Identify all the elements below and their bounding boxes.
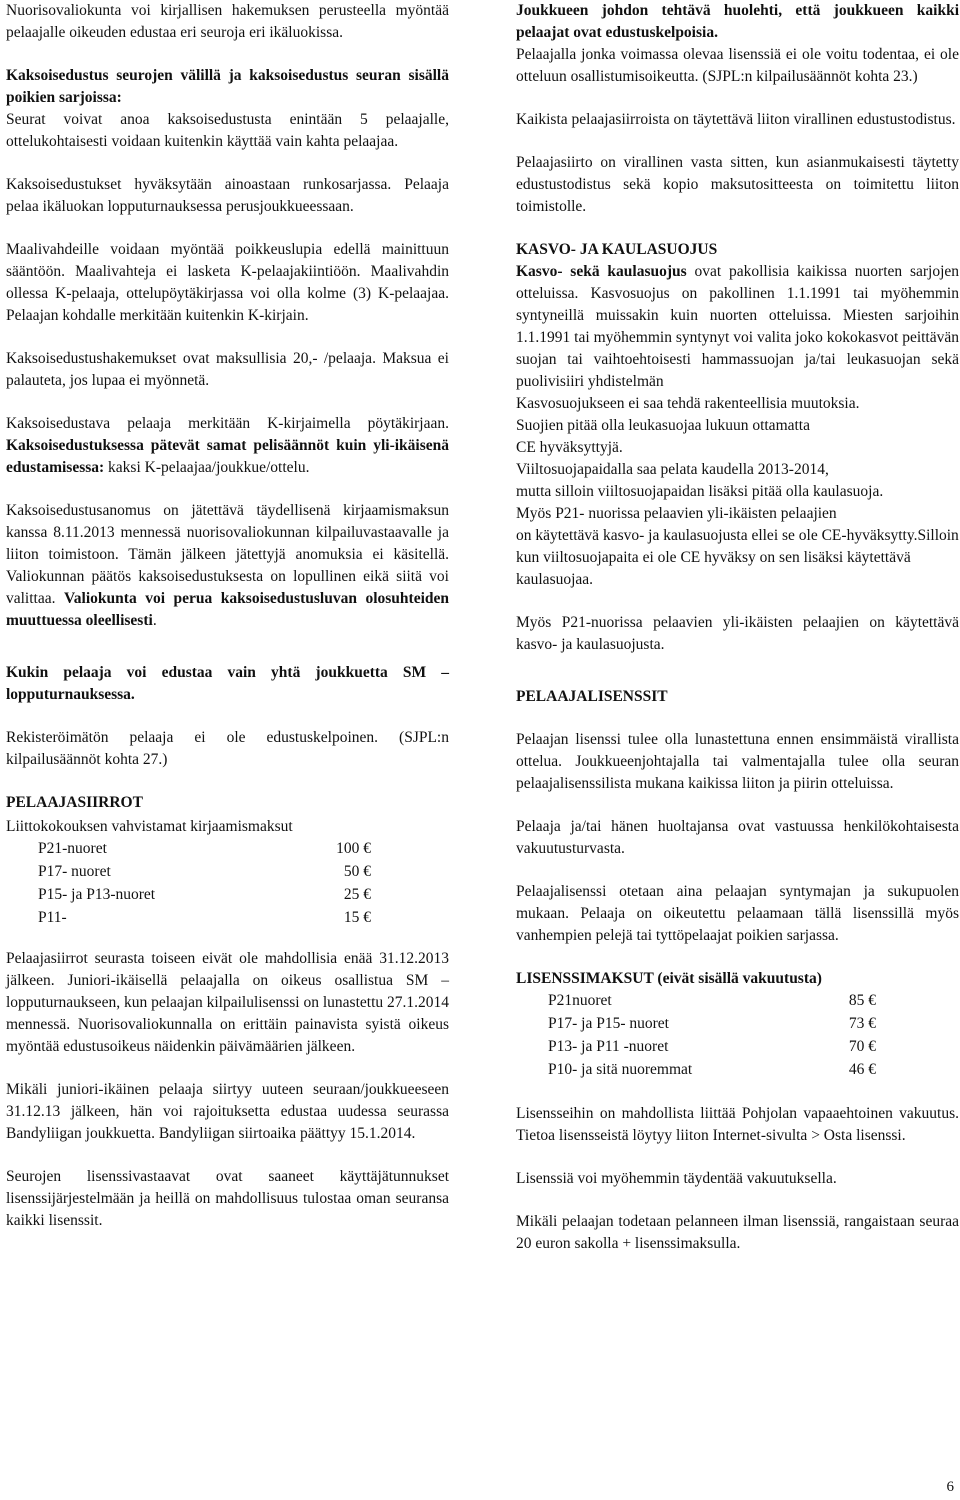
paragraph-team-leadership: Joukkueen johdon tehtävä huolehti, että joukkueen kaikki pelaajat ovat edustuskelpoisia. — [516, 2, 959, 41]
fee-row — [516, 1059, 959, 1082]
revoke-period: . — [152, 612, 157, 629]
paragraph-transfer-official: Pelaajasiirto on virallinen vasta sitten, kun asianmukaisesti täytetty edustustodistus sekä kopio maksutositteesta on toimitettu liiton toimistolle. — [516, 154, 959, 215]
paragraph-license-required: Pelaajan lisenssi tulee olla lunastettuna ennen ensimmäistä virallista ottelua. Joukkueenjohtajalla tai valmentajalla tulee olla seuran pelaajalisenssilista mukana kaikissa liiton ja piirin otteluissa. — [516, 731, 959, 792]
paragraph-goalkeepers: Maalivahdeille voidaan myöntää poikkeuslupia edellä mainittuun sääntöön. Maalivahteja ei lasketa K-pelaajakiintiöön. Maalivahdin ollessa K-pelaaja, ottelupöytäkirjassa voi olla kolme (3) K-pelaajaa. Pelaajan kohdalle merkitään kuitenkin K-kirjain. — [6, 241, 449, 324]
paragraph-license-verification: Pelaajalla jonka voimassa olevaa lisenssiä ei ole voitu todentaa, ei ole otteluun osallistumisoikeutta. (SJPL:n kilpailusäännöt kohta 23.) — [516, 46, 959, 85]
paragraph-insurance-supplement: Lisenssiä voi myöhemmin täydentää vakuutuksella. — [516, 1170, 837, 1187]
face-guard-line: Suojien pitää olla leukasuojaa lukuun ottamatta — [516, 417, 810, 434]
section-license-fees — [516, 968, 959, 1082]
paragraph-transfer-deadline: Pelaajasiirrot seurasta toiseen eivät ole mahdollisia enää 31.12.2013 jälkeen. Juniori-ikäisellä pelaajalla on oikeus osallistua SM –lopputurnaukseen, kun pelaajan kilpailulisenssi on lunastettu 27.1.2014 mennessä. Nuorisovaliokunnalla on erittäin painavista syistä oikeus myöntää edustusoikeus näidenkin päivämäärien jälkeen. — [6, 950, 449, 1055]
paragraph-transfer-certificate: Kaikista pelaajasiirroista on täytettävä liiton virallinen edustustodistus. — [516, 111, 956, 128]
fee-label: P17- ja P15- nuoret — [548, 1015, 669, 1032]
paragraph-junior-transfer: Mikäli juniori-ikäinen pelaaja siirtyy uuteen seuraan/joukkueeseen 31.12.13 jälkeen, hän voi rajoituksetta edustaa uudessa seurassa Bandyliigan joukkuetta. Bandyliigan siirtoaika päättyy 15.1.2014. — [6, 1081, 449, 1142]
fee-row — [516, 1036, 959, 1059]
fee-row — [6, 884, 449, 907]
fee-row — [6, 861, 449, 884]
paragraph-one-team: Kukin pelaaja voi edustaa vain yhtä joukkuetta SM – lopputurnauksessa. — [6, 664, 449, 703]
revoke-text: Valiokunta voi perua kaksoisedustusluvan olosuhteiden muuttuessa oleellisesti — [6, 590, 450, 629]
face-guard-line: Viiltosuojapaidalla saa pelata kaudella 2013-2014, — [516, 461, 829, 478]
fee-value: 70 € — [848, 1038, 876, 1055]
face-guard-line: Kasvosuojukseen ei saa tehdä rakenteellisia muutoksia. — [516, 395, 860, 412]
face-guard-line: ovat pakollisia kaikissa nuorten sarjojen otteluissa. Kasvosuojus on pakollinen 1.1.1991 tai myöhemmin syntyneillä muissakin kuin nuorten otteluissa. Miesten sarjoihin 1.1.1991 tai myöhemmin syntynyt voi valita joko kokokasvot peittävän suojan tai vaihtoehtoisesti hammassuojan ja/tai leukasuojan sekä puolivisiiri yhdistelmän — [516, 263, 960, 390]
fee-value: 100 € — [336, 840, 371, 857]
paragraph-license-age: Pelaajalisenssi otetaan aina pelaajan syntymajan ja sukupuolen mukaan. Pelaaja on oikeutettu pelaamaan tällä lisenssillä myös vanhempien pelejä tai tyttöpelaajat poikien sarjassa. — [516, 883, 959, 944]
k-letter-text: Kaksoisedustava pelaaja merkitään K-kirjaimella pöytäkirjaan. — [6, 415, 449, 432]
fee-row — [516, 1013, 959, 1036]
face-guard-text — [516, 261, 959, 393]
section-transfers — [6, 792, 449, 930]
paragraph-unregistered: Rekisteröimätön pelaaja ei ole edustuskelpoinen. (SJPL:n kilpailusäännöt kohta 27.) — [6, 729, 449, 768]
player-licenses-heading: PELAAJALISENSSIT — [516, 688, 668, 705]
paragraph-penalty: Mikäli pelaajan todetaan pelanneen ilman lisenssiä, rangaistaan seuraa 20 euron sakolla + lisenssimaksulla. — [516, 1213, 959, 1252]
fee-label: P15- ja P13-nuoret — [38, 886, 156, 903]
fee-label: P10- ja sitä nuoremmat — [548, 1061, 693, 1078]
fee-row — [6, 907, 449, 930]
right-column — [516, 0, 959, 1276]
k-letter-rule: Kaksoisedustuksessa pätevät samat pelisäännöt kuin yli-ikäisenä edustamisessa: — [6, 437, 449, 476]
fee-value: 46 € — [848, 1061, 876, 1078]
fee-label: P17- nuoret — [38, 863, 111, 880]
fee-value: 25 € — [343, 886, 371, 903]
fee-value: 50 € — [343, 863, 371, 880]
section-face-neck-guard — [516, 239, 959, 591]
fee-label: P21-nuoret — [38, 840, 107, 857]
fee-row — [516, 990, 959, 1013]
double-representation-text: Seurat voivat anoa kaksoisedustusta enintään 5 pelaajalle, ottelukohtaisesti voidaan kuitenkin käyttää vain kahta pelaajaa. — [6, 111, 449, 150]
fee-label: P11- — [38, 909, 67, 926]
face-guard-line: mutta silloin viiltosuojapaidan lisäksi pitää olla kaulasuoja. — [516, 483, 884, 500]
double-representation-heading: Kaksoisedustus seurojen välillä ja kaksoisedustus seuran sisällä poikien sarjoissa: — [6, 67, 449, 106]
paragraph-double-representation — [6, 65, 449, 153]
fee-row — [6, 838, 449, 861]
paragraph-age-class-permission: Nuorisovaliokunta voi kirjallisen hakemuksen perusteella myöntää pelaajalle oikeuden edustaa eri seuroja eri ikäluokissa. — [6, 2, 449, 41]
left-column — [6, 0, 449, 1253]
paragraph-insurance: Pelaaja ja/tai hänen huoltajansa ovat vastuussa henkilökohtaisesta vakuutusturvasta. — [516, 818, 959, 857]
paragraph-application-deadline — [6, 500, 449, 632]
paragraph-license-contacts: Seurojen lisenssivastaavat ovat saaneet käyttäjätunnukset lisenssijärjestelmään ja heillä on mahdollisuus tulostaa oman seuransa kaikki lisenssit. — [6, 1168, 449, 1229]
transfers-intro: Liittokokouksen vahvistamat kirjaamismaksut — [6, 818, 293, 835]
paragraph-regular-season: Kaksoisedustukset hyväksytään ainoastaan runkosarjassa. Pelaaja pelaa ikäluokan lopputurnauksessa perusjoukkueessaan. — [6, 176, 449, 215]
paragraph-k-letter — [6, 413, 449, 479]
fee-value: 15 € — [343, 909, 371, 926]
fee-value: 73 € — [848, 1015, 876, 1032]
paragraph-application-fee: Kaksoisedustushakemukset ovat maksullisia 20,- /pelaaja. Maksua ei palauteta, jos lupaa ei myönnetä. — [6, 350, 449, 389]
face-guard-heading: KASVO- JA KAULASUOJUS — [516, 241, 718, 258]
face-guard-line: on käytettävä kasvo- ja kaulasuojusta ellei se ole CE-hyväksytty.Silloin kun viiltosuojapaita ei ole CE hyväksy on sen lisäksi käytettävä kaulasuojaa. — [516, 527, 959, 588]
deadline-text: Kaksoisedustusanomus on jätettävä täydellisenä kirjaamismaksun kanssa 8.11.2013 mennessä nuorisovaliokunnan kilpailuvastaavalle ja liiton toimistoon. Tämän jälkeen jätettyjä anomuksia ei käsitellä. Valiokunnan päätös kaksoisedustuksesta on lopullinen eikä siitä voi valittaa. — [6, 502, 449, 607]
paragraph-p21-guards: Myös P21-nuorissa pelaavien yli-ikäisten pelaajien on käytettävä kasvo- ja kaulasuojusta. — [516, 614, 959, 653]
paragraph-voluntary-insurance: Lisensseihin on mahdollista liittää Pohjolan vapaaehtoinen vakuutus. Tietoa lisensseistä löytyy liiton Internet-sivulta > Osta lisenssi. — [516, 1105, 959, 1144]
fee-label: P21nuoret — [548, 992, 612, 1009]
k-letter-limit: kaksi K-pelaajaa/joukkue/ottelu. — [108, 459, 310, 476]
license-fee-table — [516, 990, 959, 1082]
transfers-heading: PELAAJASIIRROT — [6, 794, 143, 811]
fee-label: P13- ja P11 -nuoret — [548, 1038, 669, 1055]
face-guard-bold: Kasvo- sekä kaulasuojus — [516, 263, 687, 280]
face-guard-line: CE hyväksyttyjä. — [516, 439, 623, 456]
license-fees-heading: LISENSSIMAKSUT (eivät sisällä vakuutusta) — [516, 970, 822, 987]
transfer-fee-table — [6, 838, 449, 930]
fee-value: 85 € — [848, 992, 876, 1009]
face-guard-line: Myös P21- nuorissa pelaavien yli-ikäisten pelaajien — [516, 505, 837, 522]
page-number: 6 — [946, 1479, 954, 1495]
